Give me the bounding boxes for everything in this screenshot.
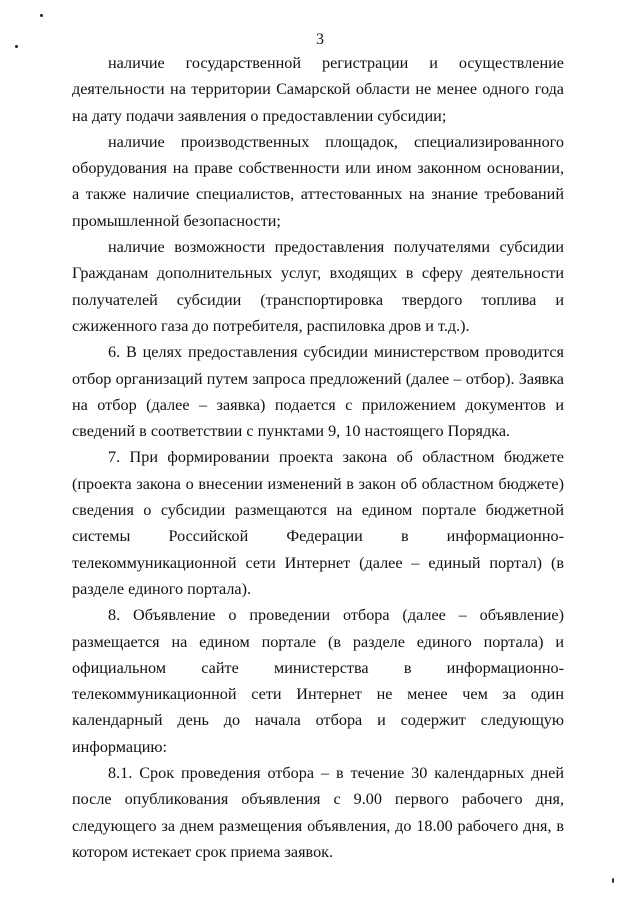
paragraph-item-6: 6. В целях предоставления субсидии министерством проводится отбор организаций путем запроса предложений (далее – отбор). Заявка на отбор (далее – заявка) подается с приложением документов и сведений в соответствии с пунктами 9, 10 настоящего Порядка. [72, 343, 564, 441]
paragraph-production-facilities: наличие производственных площадок, специализированного оборудования на праве собственности или ином законном основании, а также наличие специалистов, аттестованных на знание требований промышленной безопасности; [72, 132, 564, 230]
paragraph-item-8-1: 8.1. Срок проведения отбора – в течение 30 календарных дней после опубликования объявления с 9.00 первого рабочего дня, следующего за днем размещения объявления, до 18.00 рабочего дня, в котором истекает срок приема заявок. [72, 764, 564, 861]
paragraph-item-8: 8. Объявление о проведении отбора (далее – объявление) размещается на едином портале (в разделе единого портала) и официальном сайте министерства в информационно-телекоммуникационной сети Интернет не менее чем за один календарный день до начала отбора и содержит следующую информацию: [72, 606, 564, 756]
document-body [72, 50, 564, 865]
paragraph-additional-services: наличие возможности предоставления получателями субсидии Гражданам дополнительных услуг, входящих в сферу деятельности получателей субсидии (транспортировка твердого топлива и сжиженного газа до потребителя, распиловка дров и т.д.). [72, 238, 564, 335]
scan-dot-mark [612, 878, 614, 883]
scan-dot-mark [40, 14, 43, 17]
paragraph-item-7: 7. При формировании проекта закона об областном бюджете (проекта закона о внесении изменений в закон об областном бюджете) сведения о субсидии размещаются на едином портале бюджетной системы Российской Федерации в информационно-телекоммуникационной сети Интернет (далее – единый портал) (в разделе единого портала). [72, 448, 564, 598]
paragraph-state-registration: наличие государственной регистрации и осуществление деятельности на территории Самарской области не менее одного года на дату подачи заявления о предоставлении субсидии; [72, 54, 564, 125]
page-number: 3 [316, 31, 324, 48]
